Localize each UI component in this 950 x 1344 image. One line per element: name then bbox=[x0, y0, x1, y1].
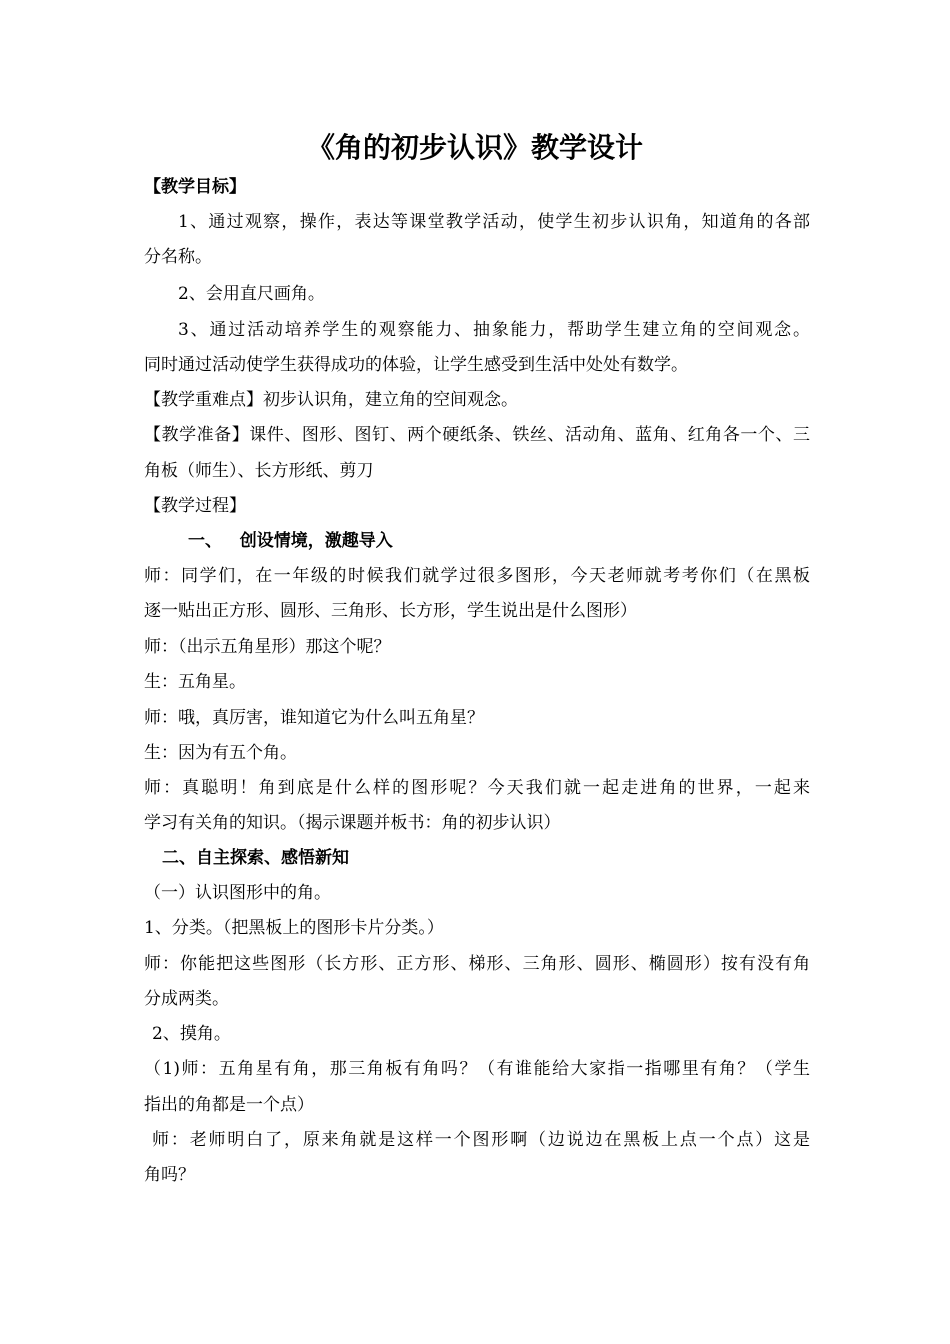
section-2-line-2: 1、分类。（把黑板上的图形卡片分类。） bbox=[144, 918, 444, 938]
section-2-line-3: 师：你能把这些图形（长方形、正方形、梯形、三角形、圆形、椭圆形）按有没有角 bbox=[144, 954, 810, 974]
goal-item-3-line-1: 3、通过活动培养学生的观察能力、抽象能力，帮助学生建立角的空间观念。 bbox=[178, 320, 810, 340]
section-1-line-5: 师：哦，真厉害，谁知道它为什么叫五角星？ bbox=[144, 708, 484, 728]
preparation-line-2: 角板（师生）、长方形纸、剪刀 bbox=[144, 461, 374, 481]
section-1-heading: 一、 创设情境，激趣导入 bbox=[188, 531, 393, 551]
section-2-line-5: 2、摸角。 bbox=[152, 1024, 231, 1044]
goal-item-2: 2、会用直尺画角。 bbox=[178, 284, 325, 304]
section-2-line-1: （一）认识图形中的角。 bbox=[144, 883, 331, 903]
section-2-line-8: 师：老师明白了，原来角就是这样一个图形啊（边说边在黑板上点一个点）这是 bbox=[152, 1130, 810, 1150]
page-title: 《角的初步认识》教学设计 bbox=[306, 131, 643, 164]
section-1-line-7: 师：真聪明！角到底是什么样的图形呢？今天我们就一起走进角的世界，一起来 bbox=[144, 778, 810, 798]
teaching-goals-heading: 【教学目标】 bbox=[144, 177, 246, 197]
section-1-line-1: 师：同学们，在一年级的时候我们就学过很多图形，今天老师就考考你们（在黑板 bbox=[144, 566, 810, 586]
section-1-line-8: 学习有关角的知识。（揭示课题并板书：角的初步认识） bbox=[144, 813, 561, 833]
section-1-line-4: 生：五角星。 bbox=[144, 672, 246, 692]
section-2-line-7: 指出的角都是一个点） bbox=[144, 1095, 314, 1115]
section-2-line-4: 分成两类。 bbox=[144, 989, 229, 1009]
preparation-line-1: 【教学准备】课件、图形、图钉、两个硬纸条、铁丝、活动角、蓝角、红角各一个、三 bbox=[144, 425, 810, 445]
section-1-line-3: 师：（出示五角星形）那这个呢？ bbox=[144, 637, 391, 657]
section-2-line-9: 角吗？ bbox=[144, 1165, 195, 1185]
section-2-heading: 二、自主探索、感悟新知 bbox=[162, 848, 349, 868]
section-1-line-6: 生：因为有五个角。 bbox=[144, 743, 297, 763]
section-2-line-6: （1)师：五角星有角，那三角板有角吗？（有谁能给大家指一指哪里有角？（学生 bbox=[144, 1059, 810, 1079]
goal-item-3-line-2: 同时通过活动使学生获得成功的体验，让学生感受到生活中处处有数学。 bbox=[144, 355, 688, 375]
key-points: 【教学重难点】初步认识角，建立角的空间观念。 bbox=[144, 390, 518, 410]
goal-item-1-line-1: 1、通过观察，操作，表达等课堂教学活动，使学生初步认识角，知道角的各部 bbox=[178, 212, 810, 232]
goal-item-1-line-2: 分名称。 bbox=[144, 247, 212, 267]
section-1-line-2: 逐一贴出正方形、圆形、三角形、长方形，学生说出是什么图形） bbox=[144, 601, 637, 621]
process-heading: 【教学过程】 bbox=[144, 496, 246, 516]
